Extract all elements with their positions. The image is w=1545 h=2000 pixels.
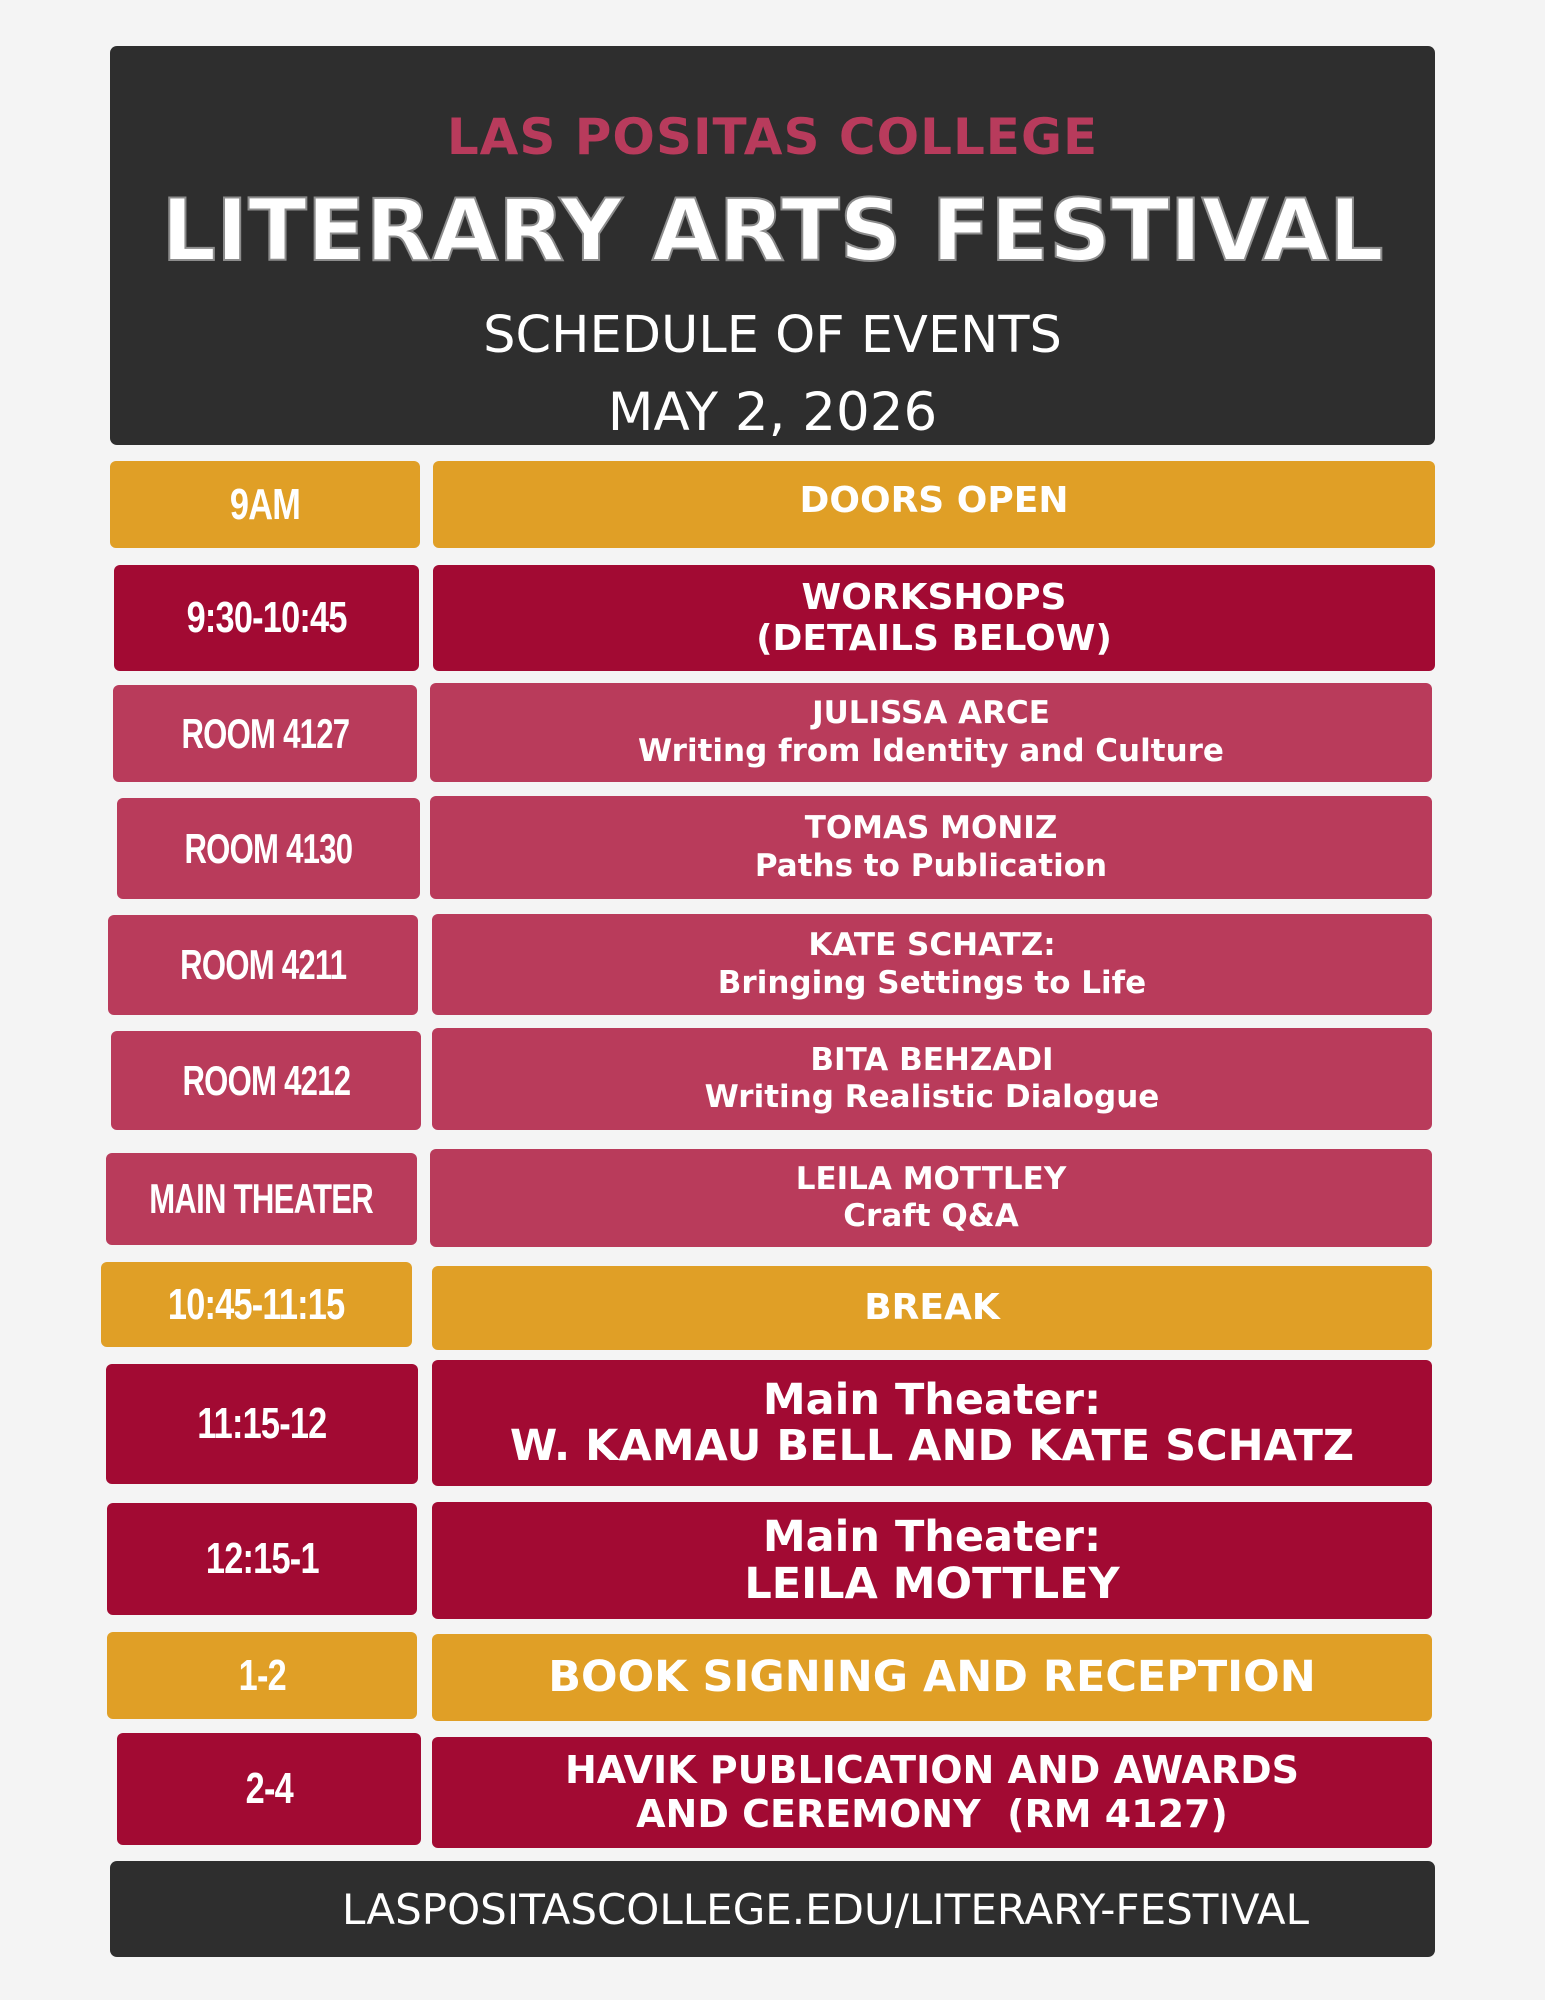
room-label: ROOM 4127 [181, 709, 349, 757]
room-label: ROOM 4212 [182, 1056, 350, 1104]
event-title: W. KAMAU BELL AND KATE SCHATZ [509, 1421, 1355, 1471]
event-subtitle: (DETAILS BELOW) [756, 618, 1112, 659]
event-venue: Main Theater: [762, 1374, 1102, 1425]
event-cell [432, 1360, 1432, 1486]
room-label: MAIN THEATER [149, 1175, 374, 1222]
workshop-title: Paths to Publication [754, 847, 1108, 884]
time-label: 12:15-1 [205, 1534, 319, 1583]
workshop-cell [432, 1028, 1432, 1130]
workshop-title: Craft Q&A [843, 1198, 1019, 1234]
time-label: 9AM [229, 479, 301, 529]
event-title: BOOK SIGNING AND RECEPTION [548, 1652, 1316, 1703]
event-title: BREAK [864, 1287, 1000, 1329]
event-cell [432, 1737, 1432, 1848]
event-title-line2: AND CEREMONY (RM 4127) [636, 1791, 1228, 1836]
room-cell [113, 685, 417, 782]
schedule-subtitle: SCHEDULE OF EVENTS [483, 306, 1062, 365]
event-cell [433, 565, 1435, 671]
presenter-name: KATE SCHATZ: [808, 927, 1056, 964]
time-cell [101, 1262, 412, 1347]
presenter-name: LEILA MOTTLEY [795, 1160, 1067, 1197]
room-label: ROOM 4130 [184, 824, 353, 872]
festival-title: LITERARY ARTS FESTIVAL [161, 181, 1384, 281]
time-cell [110, 461, 420, 548]
presenter-name: BITA BEHZADI [810, 1041, 1054, 1078]
presenter-name: TOMAS MONIZ [804, 810, 1058, 847]
event-title: WORKSHOPS [801, 576, 1067, 618]
room-cell [111, 1031, 421, 1130]
room-cell [108, 915, 418, 1015]
event-cell [432, 1266, 1432, 1350]
website-link[interactable]: LASPOSITASCOLLEGE.EDU/LITERARY-FESTIVAL [342, 1885, 1309, 1934]
time-label: 11:15-12 [197, 1399, 327, 1448]
room-label: ROOM 4211 [179, 941, 347, 988]
workshop-title: Writing Realistic Dialogue [704, 1079, 1160, 1115]
event-title: HAVIK PUBLICATION AND AWARDS [564, 1747, 1300, 1792]
workshop-title: Bringing Settings to Life [717, 964, 1147, 1001]
event-venue: Main Theater: [762, 1512, 1102, 1563]
event-cell [432, 1634, 1432, 1721]
time-label: 1-2 [238, 1650, 286, 1700]
room-cell [106, 1153, 417, 1245]
time-label: 10:45-11:15 [168, 1279, 345, 1329]
time-cell [107, 1632, 417, 1719]
event-cell [433, 461, 1435, 548]
workshop-title: Writing from Identity and Culture [638, 732, 1224, 769]
workshop-cell [432, 914, 1432, 1015]
workshop-cell [430, 683, 1432, 782]
event-cell [432, 1502, 1432, 1619]
college-name: LAS POSITAS COLLEGE [446, 108, 1099, 166]
workshop-cell [430, 796, 1432, 899]
time-cell [106, 1364, 418, 1484]
header-banner [110, 46, 1435, 445]
time-cell [107, 1503, 417, 1615]
time-label: 2-4 [245, 1764, 293, 1813]
event-title: DOORS OPEN [799, 479, 1069, 521]
event-title: LEILA MOTTLEY [744, 1558, 1120, 1609]
room-cell [117, 798, 420, 899]
footer-bar [110, 1861, 1435, 1957]
workshop-cell [430, 1149, 1432, 1247]
presenter-name: JULISSA ARCE [812, 695, 1050, 732]
time-cell [117, 1733, 421, 1845]
event-date: MAY 2, 2026 [607, 382, 938, 443]
time-cell [114, 565, 419, 671]
time-label: 9:30-10:45 [186, 593, 347, 642]
